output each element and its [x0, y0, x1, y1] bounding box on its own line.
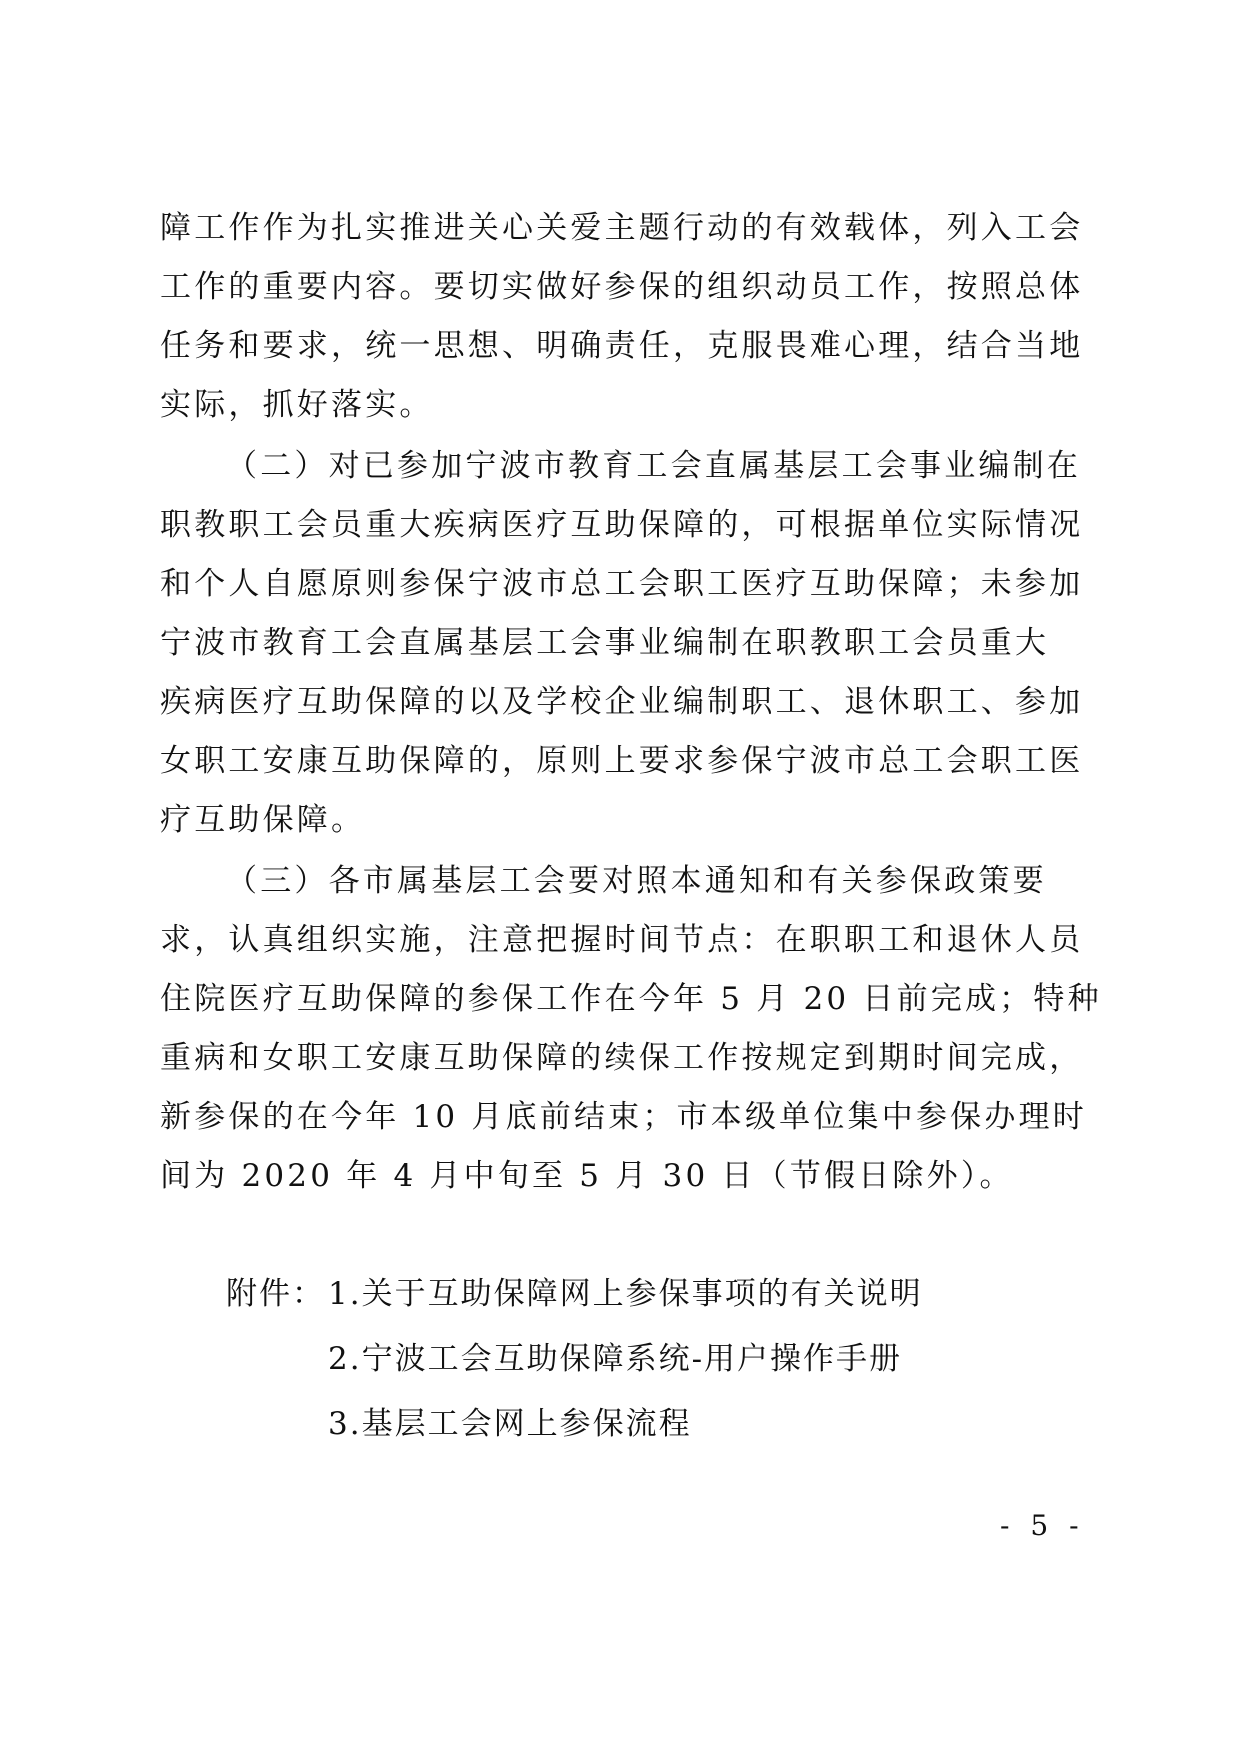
- paragraph-2-line-5: 疾病医疗互助保障的以及学校企业编制职工、退休职工、参加: [160, 684, 1084, 720]
- paragraph-2-line-2: 职教职工会员重大疾病医疗互助保障的，可根据单位实际情况: [160, 507, 1084, 543]
- paragraph-3-line-1: （三）各市属基层工会要对照本通知和有关参保政策要: [226, 863, 1047, 899]
- paragraph-3-line-2: 求，认真组织实施，注意把握时间节点：在职职工和退休人员: [160, 922, 1084, 958]
- paragraph-2-line-7: 疗互助保障。: [160, 802, 366, 838]
- attachments-label: 附件：: [226, 1276, 325, 1312]
- attachment-item-3: 3.基层工会网上参保流程: [328, 1406, 692, 1442]
- paragraph-1-line-3: 任务和要求，统一思想、明确责任，克服畏难心理，结合当地: [160, 328, 1084, 364]
- page-number: - 5 -: [1000, 1509, 1085, 1542]
- paragraph-1-line-4: 实际，抓好落实。: [160, 387, 434, 423]
- paragraph-2-line-4: 宁波市教育工会直属基层工会事业编制在职教职工会员重大: [160, 625, 1050, 661]
- paragraph-2-line-1: （二）对已参加宁波市教育工会直属基层工会事业编制在: [226, 448, 1081, 484]
- attachment-item-1: 1.关于互助保障网上参保事项的有关说明: [328, 1276, 923, 1312]
- paragraph-3-line-3: 住院医疗互助保障的参保工作在今年 5 月 20 日前完成；特种: [160, 981, 1102, 1017]
- paragraph-3-line-6: 间为 2020 年 4 月中旬至 5 月 30 日（节假日除外）。: [160, 1158, 1014, 1194]
- paragraph-1-line-1: 障工作作为扎实推进关心关爱主题行动的有效载体，列入工会: [160, 210, 1084, 246]
- paragraph-2-line-6: 女职工安康互助保障的，原则上要求参保宁波市总工会职工医: [160, 743, 1084, 779]
- attachment-item-2: 2.宁波工会互助保障系统-用户操作手册: [328, 1341, 903, 1377]
- paragraph-1-line-2: 工作的重要内容。要切实做好参保的组织动员工作，按照总体: [160, 269, 1084, 305]
- paragraph-3-line-5: 新参保的在今年 10 月底前结束；市本级单位集中参保办理时: [160, 1099, 1087, 1135]
- paragraph-3-line-4: 重病和女职工安康互助保障的续保工作按规定到期时间完成，: [160, 1040, 1084, 1076]
- paragraph-2-line-3: 和个人自愿原则参保宁波市总工会职工医疗互助保障；未参加: [160, 566, 1084, 602]
